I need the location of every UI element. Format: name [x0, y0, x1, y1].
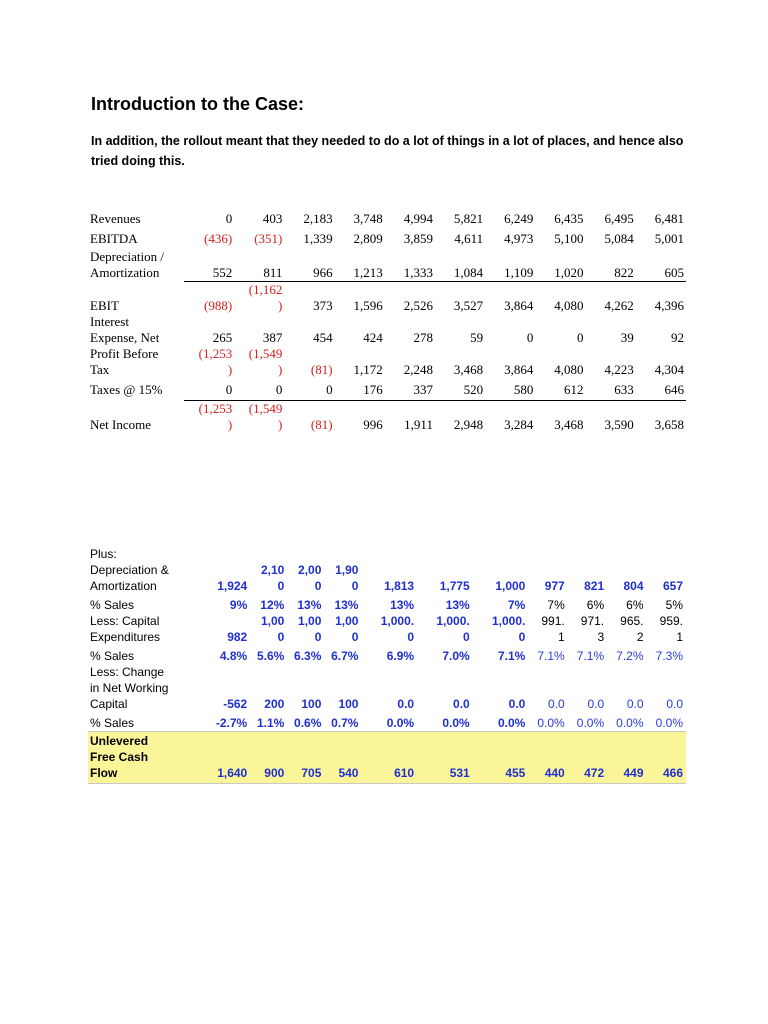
- cell: 2,183: [303, 211, 333, 226]
- cell: 6.9% 0.0: [386, 649, 415, 711]
- cell: 0.0%: [655, 716, 683, 730]
- cell: 4,994: [403, 211, 433, 226]
- cell: 2,00 0: [298, 563, 322, 593]
- profit-before-tax-row: [88, 346, 686, 378]
- cell: 531: [417, 732, 473, 784]
- cell: 804: [623, 579, 644, 593]
- cell: 822: [586, 249, 636, 281]
- cell: 5.6% 200: [256, 649, 285, 711]
- row-label: EBITDA: [90, 231, 138, 246]
- cell: 5,100: [554, 231, 584, 246]
- cell: 1,213: [335, 249, 385, 281]
- cell: 612: [535, 378, 585, 401]
- cell: 6,495: [604, 211, 634, 226]
- nwc-pct-row: [88, 712, 686, 732]
- cell: (81): [310, 361, 333, 377]
- cell: (1,253 ): [198, 345, 233, 377]
- cell: 6% 965. 2: [620, 598, 644, 644]
- cell: 5,001: [654, 231, 684, 246]
- cell: 3,590: [604, 416, 634, 432]
- cell: 7.1% 0.0: [537, 649, 565, 711]
- cell: 403: [262, 211, 283, 226]
- cell: (436): [204, 231, 233, 246]
- cell: 0: [184, 378, 234, 401]
- cell: 0.0%: [386, 716, 415, 730]
- capex-row: [88, 594, 686, 645]
- cell: -2.7%: [215, 716, 248, 730]
- ebit-row: [88, 281, 686, 314]
- cell: 900: [250, 732, 287, 784]
- cell: 633: [586, 378, 636, 401]
- cell: 12% 1,00 0: [260, 598, 285, 644]
- cell: 1,596: [353, 297, 383, 313]
- cell: 3,658: [654, 416, 684, 432]
- intro-paragraph: In addition, the rollout meant that they needed to do a lot of things in a lot of places, and hence also tried doing this.: [91, 134, 684, 168]
- cell: 59: [470, 329, 484, 345]
- cell: 4,223: [604, 361, 634, 377]
- cell: 0: [526, 329, 534, 345]
- cell: 5% 959. 1: [659, 598, 683, 644]
- row-label: Depreciation / Amortization: [90, 249, 164, 280]
- cash-flow-table: [88, 546, 686, 784]
- cell: 449: [607, 732, 646, 784]
- cell: 540: [324, 732, 361, 784]
- cell: 7.0% 0.0: [442, 649, 470, 711]
- revenues-row: [88, 211, 686, 227]
- cell: (1,549 ): [248, 400, 283, 432]
- cell: 5,821: [453, 211, 484, 226]
- cell: 6% 971. 3: [580, 598, 605, 644]
- cell: (1,549 ): [248, 345, 283, 377]
- cell: 0.7%: [331, 716, 359, 730]
- cell: (1,162 ): [248, 281, 283, 313]
- cell: 0: [234, 378, 284, 401]
- cell: 454: [313, 329, 333, 345]
- cell: 265: [212, 329, 233, 345]
- cell: 7.1% 0.0: [576, 649, 605, 711]
- interest-row: [88, 314, 686, 346]
- cell: 424: [363, 329, 383, 345]
- free-cash-flow-row: [88, 732, 686, 784]
- cell: 2,809: [353, 231, 383, 246]
- income-statement-table: [88, 211, 686, 433]
- cell: 13% 1,00 0: [297, 598, 322, 644]
- cell: 4,304: [654, 361, 684, 377]
- cell: (351): [254, 231, 283, 246]
- cell: 13% 1,000. 0: [380, 598, 415, 644]
- cell: 4,262: [604, 297, 634, 313]
- cell: (988): [204, 297, 233, 313]
- cell: 6,435: [554, 211, 584, 226]
- cell: 1,90 0: [335, 563, 359, 593]
- cell: 472: [568, 732, 607, 784]
- cell: 610: [361, 732, 417, 784]
- row-label: Interest Expense, Net: [90, 313, 160, 345]
- row-label: Net Income: [90, 416, 152, 432]
- cell: 373: [313, 297, 333, 313]
- cell: 1,640: [195, 732, 251, 784]
- cell: 0.0%: [616, 716, 644, 730]
- cell: 0.0%: [537, 716, 565, 730]
- cell: 1,339: [303, 231, 333, 246]
- cell: 7.1% 0.0: [497, 649, 526, 711]
- row-label: Taxes @ 15%: [90, 382, 163, 397]
- cell: 278: [413, 329, 433, 345]
- cell: 0: [577, 329, 584, 345]
- cell: 0.6%: [294, 716, 322, 730]
- cell: 6.7% 100: [331, 649, 359, 711]
- cell: 821: [584, 579, 605, 593]
- cell: 92: [671, 329, 684, 345]
- row-label: % Sales: [90, 716, 135, 730]
- cell: 440: [528, 732, 567, 784]
- cell: 996: [363, 416, 383, 432]
- cell: 7% 1,000. 0: [491, 598, 526, 644]
- cell: 0: [284, 378, 334, 401]
- cell: 6,249: [504, 211, 534, 226]
- row-label: EBIT: [90, 297, 119, 313]
- cell: 3,859: [403, 231, 433, 246]
- cell: 3,527: [453, 297, 484, 313]
- cell: 337: [385, 378, 435, 401]
- cell: (1,253 ): [198, 400, 233, 432]
- page-title: Introduction to the Case:: [91, 94, 304, 114]
- row-label: % Sales Less: Capital Expenditures: [90, 598, 161, 644]
- cell: 552: [184, 249, 234, 281]
- cell: 1,813: [384, 579, 415, 593]
- cell: 4,973: [504, 231, 534, 246]
- cell: 2,248: [403, 361, 433, 377]
- cell: 466: [647, 732, 686, 784]
- cell: 1,000: [495, 579, 526, 593]
- cell: 966: [284, 249, 334, 281]
- cell: 3,468: [554, 416, 584, 432]
- cell: 1,924: [217, 579, 248, 593]
- cell: 580: [485, 378, 535, 401]
- cell: 4,080: [554, 297, 584, 313]
- cell: 1,333: [385, 249, 435, 281]
- row-label: % Sales Less: Change in Net Working Capital: [90, 649, 169, 711]
- ebitda-row: [88, 227, 686, 249]
- cell: 1,109: [485, 249, 535, 281]
- cell: 9% 982: [227, 598, 248, 644]
- cell: 811: [234, 249, 284, 281]
- cell: 3,748: [353, 211, 383, 226]
- cell: 6,481: [654, 211, 684, 226]
- cell: 39: [620, 329, 634, 345]
- cell: 4,080: [554, 361, 584, 377]
- depreciation-addback-row: [88, 546, 686, 594]
- cell: 3,468: [453, 361, 484, 377]
- cell: 4,611: [454, 231, 484, 246]
- cell: 0.0%: [576, 716, 605, 730]
- cell: 2,10 0: [260, 563, 285, 593]
- cell: 7% 991. 1: [541, 598, 565, 644]
- cell: 3,864: [504, 361, 534, 377]
- nwc-row: [88, 645, 686, 712]
- cell: 2,526: [403, 297, 433, 313]
- cell: 7.2% 0.0: [616, 649, 644, 711]
- cell: 605: [636, 249, 686, 281]
- row-label: Profit Before Tax: [90, 345, 159, 377]
- cell: 4,396: [654, 297, 684, 313]
- taxes-row: [88, 378, 686, 401]
- cell: 0.0%: [442, 716, 470, 730]
- cell: 1,084: [435, 249, 485, 281]
- cell: 1,172: [353, 361, 383, 377]
- cell: 4.8% -562: [219, 649, 248, 711]
- cell: 176: [335, 378, 385, 401]
- cell: 387: [262, 329, 283, 345]
- cell: 705: [287, 732, 324, 784]
- cell: 520: [435, 378, 485, 401]
- cell: 13% 1,00 0: [334, 598, 359, 644]
- cell: 2,948: [453, 416, 484, 432]
- cell: 1,911: [404, 416, 433, 432]
- row-label: Unlevered Free Cash Flow: [88, 732, 195, 784]
- cell: 3,864: [504, 297, 534, 313]
- row-label: Plus: Depreciation & Amortization: [90, 547, 169, 593]
- cell: 646: [636, 378, 686, 401]
- cell: 1,775: [439, 579, 470, 593]
- cell: 1,020: [535, 249, 585, 281]
- cell: 6.3% 100: [294, 649, 322, 711]
- cell: 455: [473, 732, 529, 784]
- cell: 977: [544, 579, 565, 593]
- cell: 0: [225, 211, 233, 226]
- depreciation-row: [88, 249, 686, 281]
- cell: 5,084: [604, 231, 634, 246]
- row-label: Revenues: [90, 211, 141, 226]
- cell: 1.1%: [256, 716, 285, 730]
- cell: 0.0%: [497, 716, 526, 730]
- cell: 657: [662, 579, 683, 593]
- cell: 7.3% 0.0: [655, 649, 683, 711]
- cell: 3,284: [504, 416, 534, 432]
- cell: (81): [310, 416, 333, 432]
- net-income-row: [88, 400, 686, 433]
- cell: 13% 1,000. 0: [436, 598, 470, 644]
